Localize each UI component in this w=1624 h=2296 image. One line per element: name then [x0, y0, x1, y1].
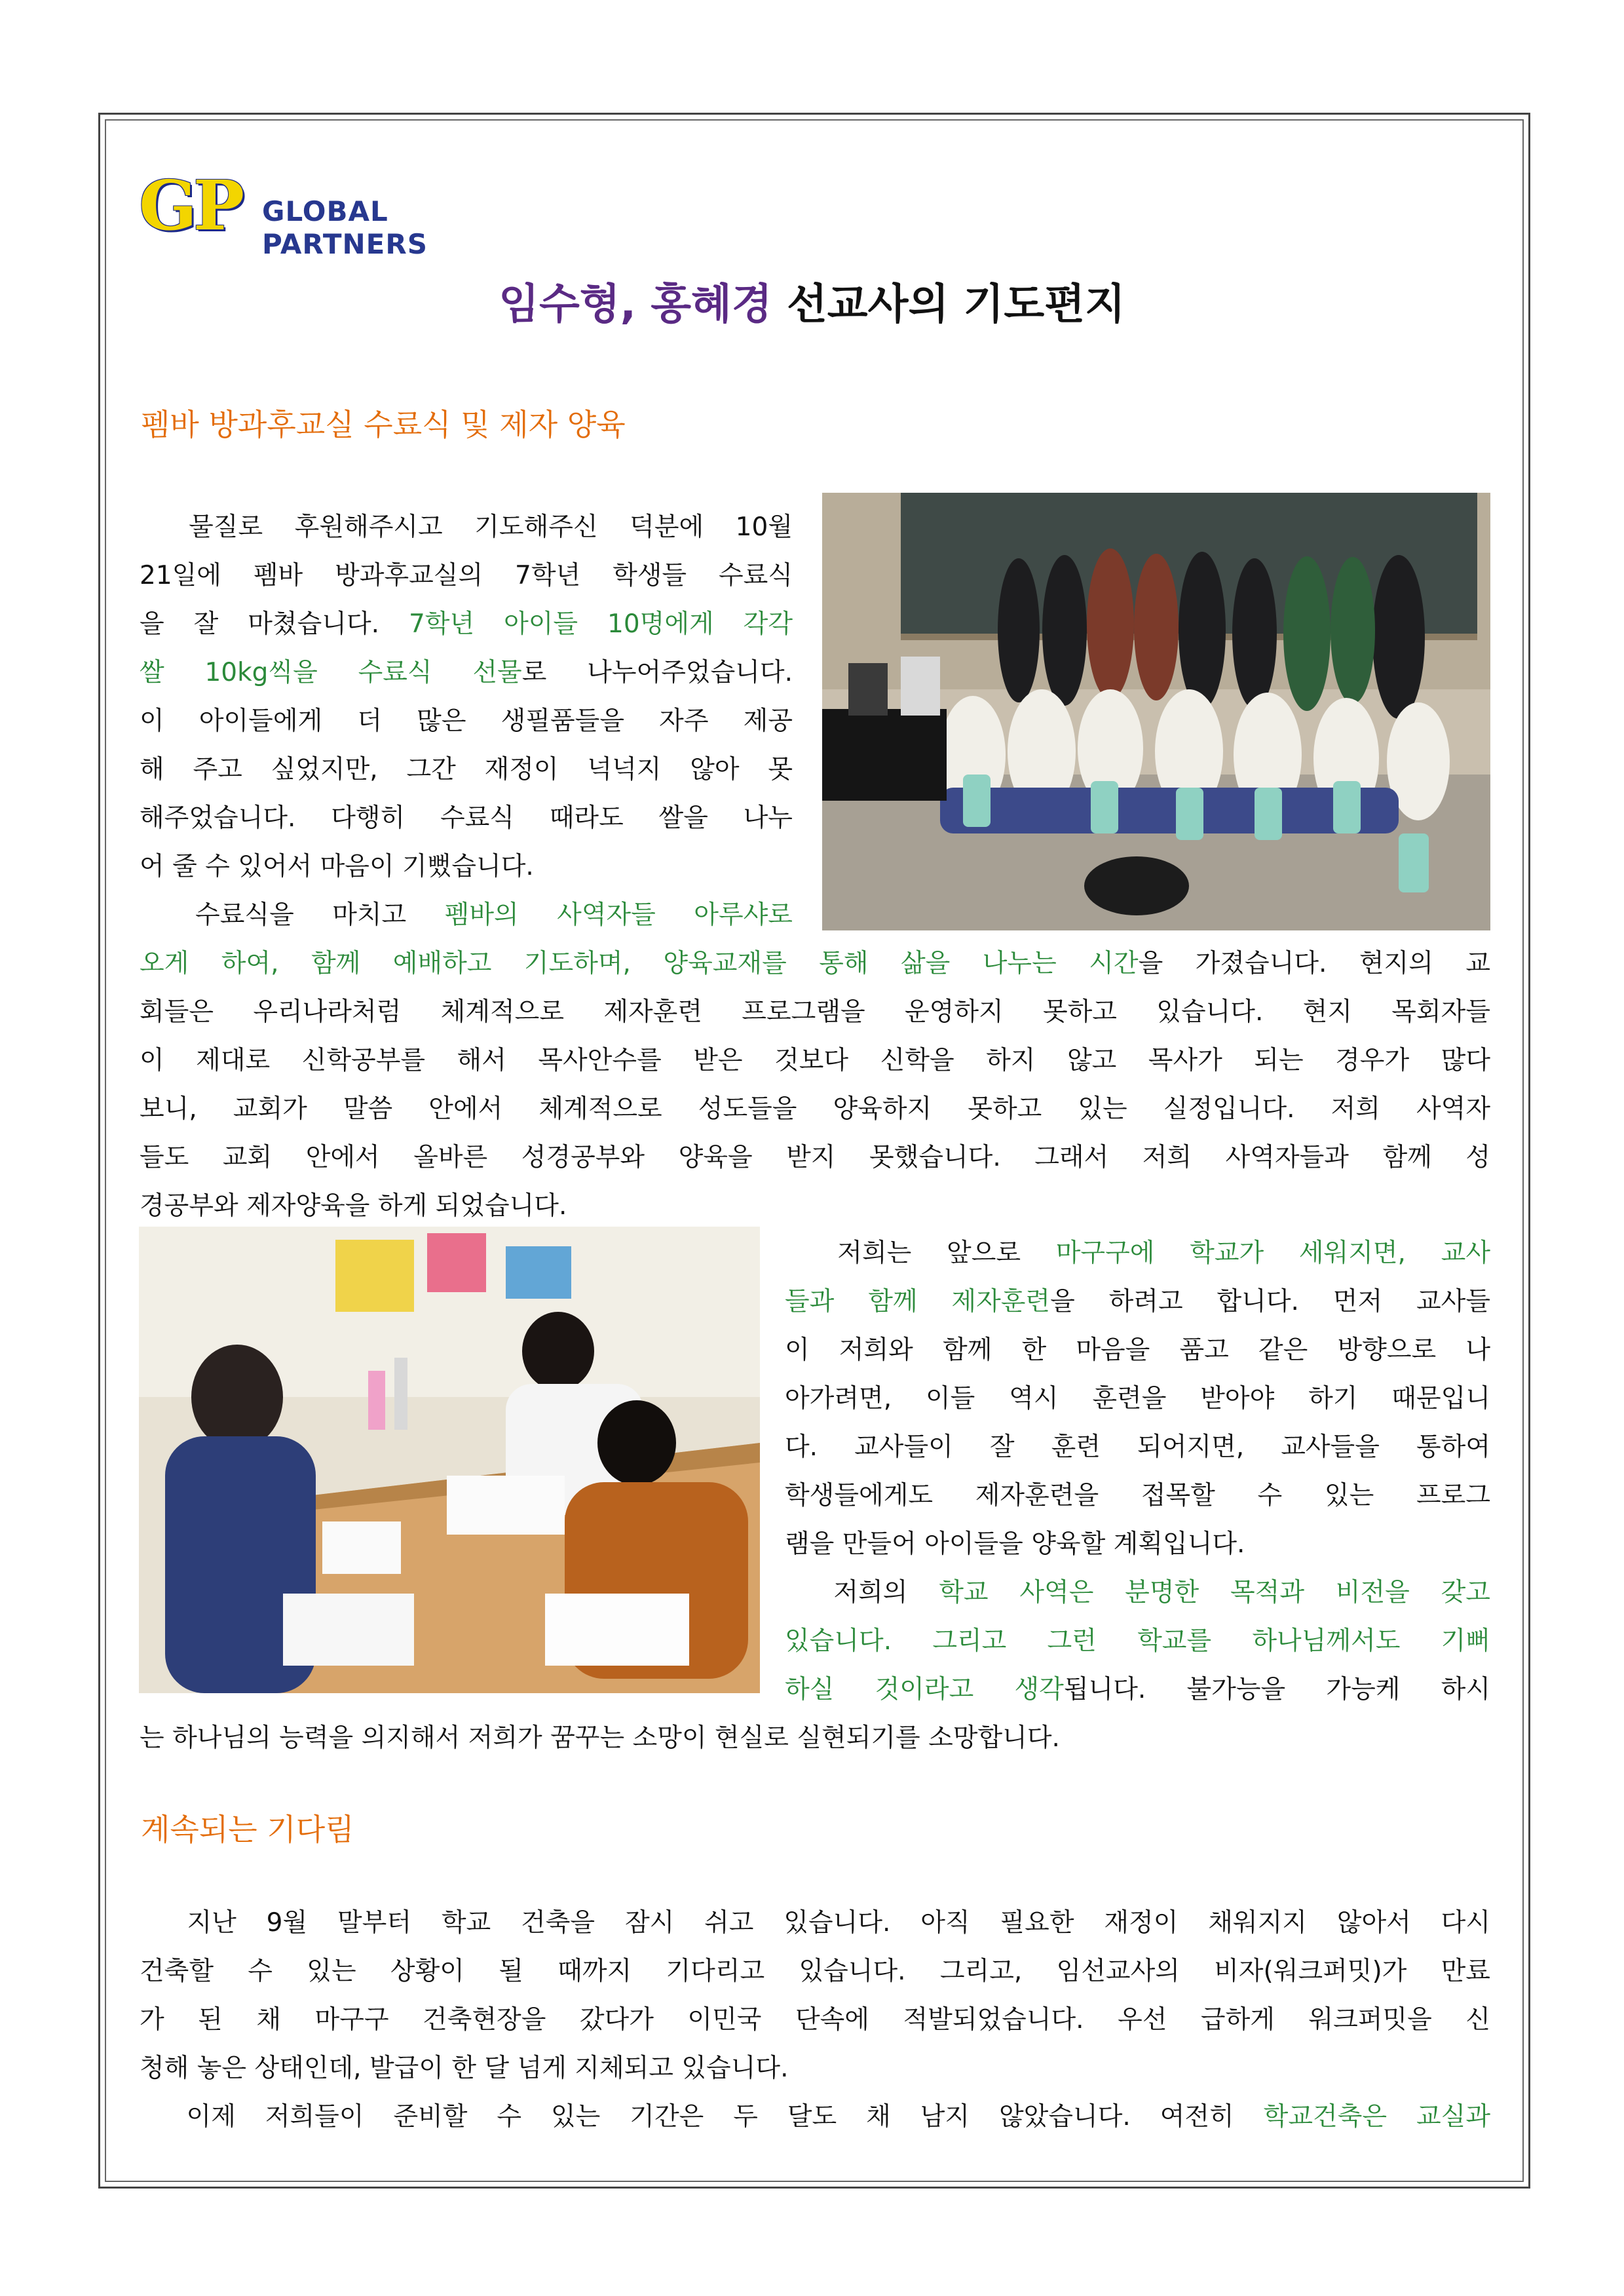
- s1-line-8: [140, 843, 793, 891]
- s1-line-1: [140, 503, 793, 552]
- s1-line-19: [785, 1375, 1490, 1423]
- highlight-text: 들과 함께 제자훈련: [785, 1287, 1051, 1316]
- s1-line-9: [140, 891, 793, 940]
- s1-line-13: [140, 1085, 1490, 1134]
- s1-line-6: [140, 746, 793, 794]
- s1-line-25: [785, 1666, 1490, 1714]
- text-run: 보니, 교회가 말씀 안에서 체계적으로 성도들을 양육하지 못하고 있는 실정입니다. 저희 사역자: [140, 1094, 1490, 1124]
- title-rest: 선교사의 기도편지: [772, 280, 1125, 329]
- global-partners-logo: [139, 165, 558, 260]
- text-run: 어 줄 수 있어서 마음이 기뻤습니다.: [140, 852, 534, 881]
- s1-line-14: [140, 1134, 1490, 1182]
- text-run: 건축할 수 있는 상황이 될 때까지 기다리고 있습니다. 그리고, 임선교사의 비자(워크퍼밋)가 만료: [140, 1957, 1490, 1986]
- text-run: 지난 9월 말부터 학교 건축을 잠시 쉬고 있습니다. 아직 필요한 재정이 채워지지 않아서 다시: [140, 1908, 1490, 1938]
- text-run: 됩니다. 불가능을 가능케 하시: [1063, 1675, 1490, 1704]
- highlight-text: 오게 하여, 함께 예배하고 기도하며, 양육교재를 통해 삶을 나누는 시간: [140, 949, 1139, 978]
- text-run: 다. 교사들이 잘 훈련 되어지면, 교사들을 통하여: [785, 1432, 1490, 1462]
- s1-line-5: [140, 697, 793, 746]
- s1-line-16: [785, 1229, 1490, 1278]
- graduation-group-photo: [822, 493, 1490, 930]
- highlight-text: 7학년 아이들 10명에게 각각: [408, 609, 793, 639]
- highlight-text: 있습니다. 그리고 그런 학교를 하나님께서도 기뻐: [785, 1626, 1490, 1656]
- text-run: 로 나누어주었습니다.: [521, 658, 793, 687]
- text-run: 해주었습니다. 다행히 수료식 때라도 쌀을 나누: [140, 803, 793, 833]
- text-run: 청해 놓은 상태인데, 발급이 한 달 넘게 지체되고 있습니다.: [140, 2054, 789, 2083]
- s1-line-26: [140, 1714, 1490, 1763]
- s1-line-7: [140, 794, 793, 843]
- highlight-text: 학교 사역은 분명한 목적과 비전을 갖고: [939, 1578, 1490, 1607]
- text-run: 이 제대로 신학공부를 해서 목사안수를 받은 것보다 신학을 하지 않고 목사가 되는 경우가 많다: [140, 1046, 1490, 1075]
- text-run: 저희는 앞으로: [785, 1238, 1056, 1268]
- s1-line-4: [140, 649, 793, 697]
- text-run: 저희의: [785, 1578, 939, 1607]
- s1-line-2: [140, 552, 793, 600]
- s2-line-1: [140, 1899, 1490, 1947]
- text-run: 수료식을 마치고: [140, 900, 445, 930]
- section1-heading: 펨바 방과후교실 수료식 및 제자 양육: [141, 407, 626, 442]
- highlight-text: 펨바의 사역자들 아루샤로: [444, 900, 793, 930]
- logo-name: GLOBAL PARTNERS: [262, 195, 428, 260]
- text-run: 이제 저희들이 준비할 수 있는 기간은 두 달도 채 남지 않았습니다. 여전히: [140, 2102, 1264, 2132]
- text-run: 이 저희와 함께 한 마음을 품고 같은 방향으로 나: [785, 1335, 1490, 1365]
- s2-line-2: [140, 1947, 1490, 1996]
- s2-line-4: [140, 2044, 1490, 2093]
- s1-line-17: [785, 1278, 1490, 1326]
- s1-line-10: [140, 940, 1490, 988]
- s1-line-22: [785, 1520, 1490, 1569]
- text-run: 해 주고 싶었지만, 그간 재정이 넉넉지 않아 못: [140, 755, 793, 784]
- highlight-text: 학교건축은 교실과: [1263, 2102, 1490, 2132]
- text-run: 회들은 우리나라처럼 체계적으로 제자훈련 프로그램을 운영하지 못하고 있습니다. 현지 목회자들: [140, 997, 1490, 1027]
- text-run: 는 하나님의 능력을 의지해서 저희가 꿈꾸는 소망이 현실로 실현되기를 소망합니다.: [140, 1723, 1060, 1753]
- logo-mark: GP: [139, 165, 241, 246]
- text-run: 경공부와 제자양육을 하게 되었습니다.: [140, 1191, 567, 1221]
- text-run: 물질로 후원해주시고 기도해주신 덕분에 10월: [140, 512, 793, 542]
- text-run: 학생들에게도 제자훈련을 접목할 수 있는 프로그: [785, 1481, 1490, 1510]
- title-names: 임수형, 홍혜경: [499, 280, 772, 329]
- text-run: 이 아이들에게 더 많은 생필품들을 자주 제공: [140, 706, 793, 736]
- text-run: 아가려면, 이들 역시 훈련을 받아야 하기 때문입니: [785, 1384, 1490, 1413]
- section2-heading: 계속되는 기다림: [141, 1812, 354, 1847]
- bible-study-photo: [139, 1227, 760, 1693]
- text-run: 들도 교회 안에서 올바른 성경공부와 양육을 받지 못했습니다. 그래서 저희 사역자들과 함께 성: [140, 1143, 1490, 1172]
- s1-line-12: [140, 1037, 1490, 1085]
- s1-line-18: [785, 1326, 1490, 1375]
- highlight-text: 하실 것이라고 생각: [785, 1675, 1064, 1704]
- s2-line-3: [140, 1996, 1490, 2044]
- text-run: 가 된 채 마구구 건축현장을 갔다가 이민국 단속에 적발되었습니다. 우선 급하게 워크퍼밋을 신: [140, 2005, 1490, 2035]
- text-run: 21일에 펨바 방과후교실의 7학년 학생들 수료식: [140, 561, 793, 590]
- s1-line-24: [785, 1617, 1490, 1666]
- text-run: 을 하려고 합니다. 먼저 교사들: [1050, 1287, 1491, 1316]
- s1-line-15: [140, 1182, 1490, 1231]
- s2-line-5: [140, 2093, 1490, 2141]
- s1-line-21: [785, 1472, 1490, 1520]
- s1-line-11: [140, 988, 1490, 1037]
- s1-line-3: [140, 600, 793, 649]
- page-title: [0, 278, 1624, 331]
- s1-line-20: [785, 1423, 1490, 1472]
- text-run: 램을 만들어 아이들을 양육할 계획입니다.: [785, 1529, 1245, 1559]
- s1-line-23: [785, 1569, 1490, 1617]
- highlight-text: 쌀 10kg씩을 수료식 선물: [140, 658, 522, 687]
- highlight-text: 마구구에 학교가 세워지면, 교사: [1055, 1238, 1490, 1268]
- text-run: 을 가졌습니다. 현지의 교: [1138, 949, 1490, 978]
- text-run: 을 잘 마쳤습니다.: [140, 609, 409, 639]
